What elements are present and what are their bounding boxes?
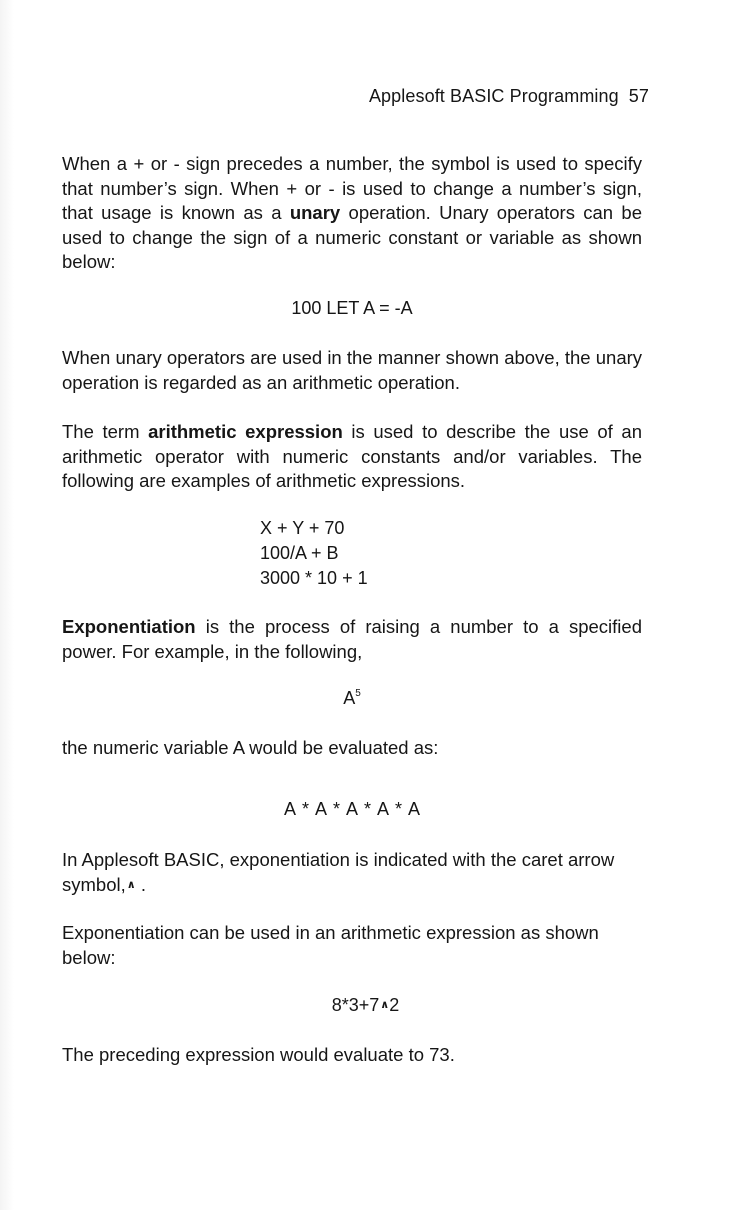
paragraph-result: The preceding expression would evaluate to 73. xyxy=(62,1044,455,1065)
expression-line: X + Y + 70 xyxy=(260,518,345,538)
page-edge-shadow xyxy=(0,0,14,1210)
paragraph-exponent-usage: Exponentiation can be used in an arithmetic expression as shown below: xyxy=(62,922,599,968)
caret-expression-right: 2 xyxy=(389,995,400,1015)
expression-line: 3000 * 10 + 1 xyxy=(260,568,368,588)
expression-line: 100/A + B xyxy=(260,543,339,563)
paragraph-text: The term xyxy=(62,421,149,442)
paragraph-unary-arithmetic: When unary operators are used in the manner shown above, the unary operation is regarded as an arithmetic operation. xyxy=(62,347,643,393)
paragraph-text: is the process of raising a number to a specified power. For example, in the following, xyxy=(62,616,642,662)
paragraph-caret xyxy=(62,848,642,897)
term-arithmetic-expression: arithmetic expression xyxy=(148,421,343,442)
paragraph-text: When a + or - sign precedes a number, the symbol is used to specify that number’s sign. When + or - is used to change a number’s sign, that usage is known as a xyxy=(62,153,642,223)
caret-expression-example xyxy=(0,995,731,1016)
expansion-example: A * A * A * A * A xyxy=(283,799,421,819)
caret-symbol: ∧ xyxy=(380,999,390,1011)
paragraph-text: . xyxy=(135,873,146,895)
paragraph-text: is used to describe the use of an arithmetic operator with numeric constants and/or variables. The following are examples of arithmetic expressions. xyxy=(62,421,642,491)
paragraph-exponentiation xyxy=(62,615,642,664)
term-unary: unary xyxy=(289,202,341,223)
power-exponent: 5 xyxy=(355,688,361,699)
caret-symbol: ∧ xyxy=(126,878,136,891)
code-example-unary: 100 LET A = -A xyxy=(291,298,413,318)
power-base: A xyxy=(343,688,356,708)
header-title: Applesoft BASIC Programming xyxy=(368,86,619,106)
paragraph-evaluated-as: the numeric variable A would be evaluated as: xyxy=(62,737,439,758)
paragraph-text: In Applesoft BASIC, exponentiation is indicated with the caret arrow symbol, xyxy=(62,849,615,895)
paragraph-text: operation. Unary operators can be used to change the sign of a numeric constant or variable as shown below: xyxy=(62,202,642,272)
paragraph-unary-sign xyxy=(62,152,642,275)
term-exponentiation: Exponentiation xyxy=(62,616,196,637)
power-example xyxy=(62,688,642,709)
paragraph-arithmetic-expression xyxy=(62,420,642,494)
page-number: 57 xyxy=(628,86,649,106)
expression-examples xyxy=(260,516,368,591)
caret-expression-left: 8*3+7 xyxy=(331,995,380,1015)
running-header xyxy=(369,86,649,107)
